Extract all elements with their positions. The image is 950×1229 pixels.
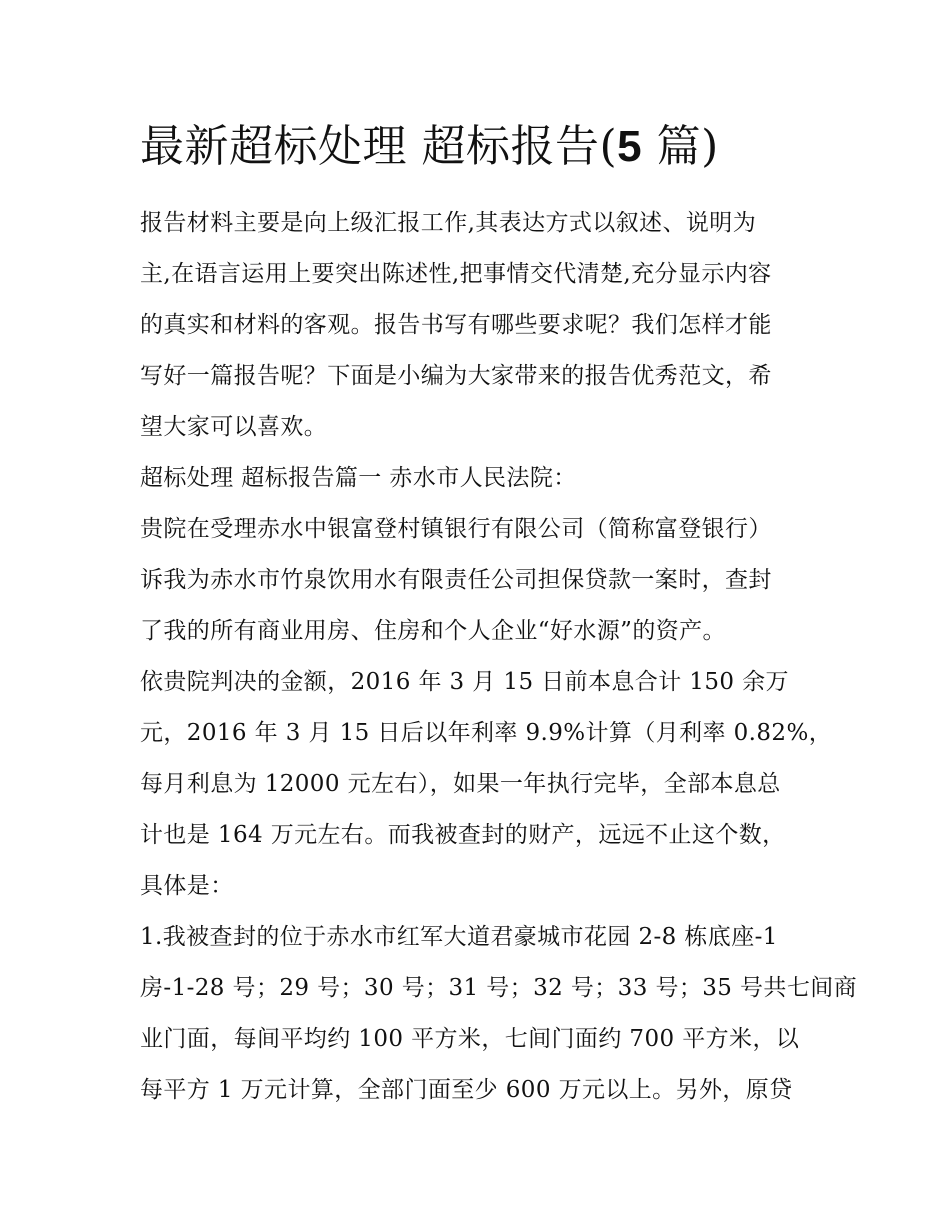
body-line: 望大家可以喜欢。 bbox=[140, 414, 328, 440]
body-line: 每月利息为 12000 元左右），如果一年执行完毕，全部本息总 bbox=[140, 771, 781, 797]
body-line: 报告材料主要是向上级汇报工作,其表达方式以叙述、说明为 bbox=[140, 210, 757, 236]
body-line: 了我的所有商业用房、住房和个人企业“好水源”的资产。 bbox=[140, 618, 726, 644]
title-prefix: 最新超标处理 超标报告( bbox=[140, 121, 618, 172]
body-line: 具体是： bbox=[140, 873, 234, 899]
body-line: 主,在语言运用上要突出陈述性,把事情交代清楚,充分显示内容 bbox=[140, 261, 772, 287]
body-line: 房-1-28 号；29 号；30 号；31 号；32 号；33 号；35 号共七间商 bbox=[140, 975, 858, 1001]
body-line: 元，2016 年 3 月 15 日后以年利率 9.9%计算（月利率 0.82%， bbox=[140, 720, 833, 746]
document-body bbox=[140, 198, 858, 1116]
section-heading: 超标处理 超标报告篇一 赤水市人民法院： bbox=[140, 465, 577, 491]
body-line: 计也是 164 万元左右。而我被查封的财产，远远不止这个数， bbox=[140, 822, 786, 848]
title-number: 5 bbox=[617, 122, 643, 171]
body-line: 贵院在受理赤水中银富登村镇银行有限公司（简称富登银行） bbox=[140, 516, 772, 542]
body-line: 诉我为赤水市竹泉饮用水有限责任公司担保贷款一案时，查封 bbox=[140, 567, 772, 593]
title-suffix: 篇) bbox=[642, 121, 719, 172]
body-line: 的真实和材料的客观。报告书写有哪些要求呢？我们怎样才能 bbox=[140, 312, 772, 338]
body-line: 写好一篇报告呢？下面是小编为大家带来的报告优秀范文，希 bbox=[140, 363, 772, 389]
body-line: 1.我被查封的位于赤水市红军大道君豪城市花园 2-8 栋底座-1 bbox=[140, 924, 778, 950]
body-line: 每平方 1 万元计算，全部门面至少 600 万元以上。另外，原贷 bbox=[140, 1077, 793, 1103]
document-title bbox=[140, 118, 820, 176]
body-line: 业门面，每间平均约 100 平方米，七间门面约 700 平方米，以 bbox=[140, 1026, 800, 1052]
body-line: 依贵院判决的金额，2016 年 3 月 15 日前本息合计 150 余万 bbox=[140, 669, 789, 695]
